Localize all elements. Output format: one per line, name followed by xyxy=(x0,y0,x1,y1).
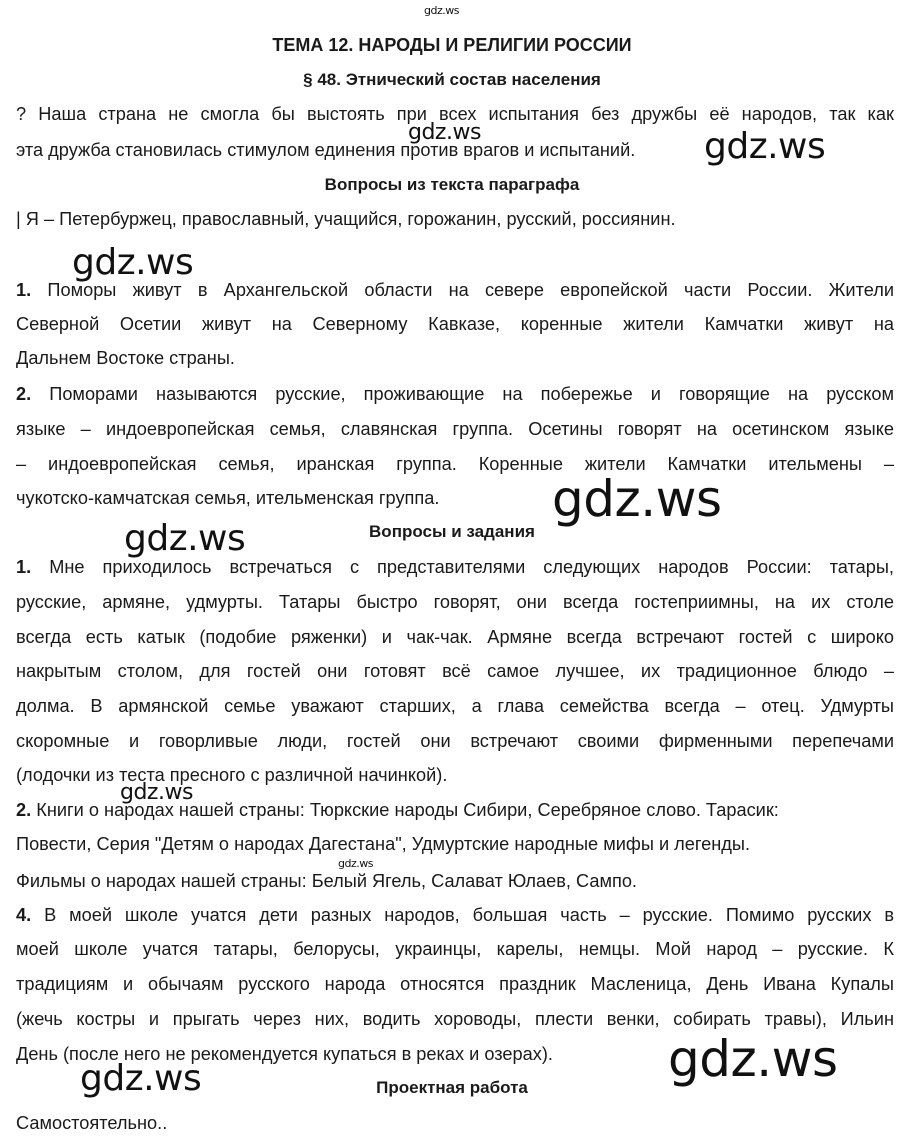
answer-number: 2. xyxy=(16,800,32,820)
watermark: gdz.ws xyxy=(424,4,459,17)
answer-line: всегда есть катык (подобие ряженки) и чак-чак. Армяне всегда встречают гостей с широко xyxy=(16,627,894,647)
answer-number: 2. xyxy=(16,384,32,404)
watermark: gdz.ws xyxy=(80,1058,202,1099)
section-heading-project: Проектная работа xyxy=(376,1078,528,1097)
watermark: gdz.ws xyxy=(72,242,194,283)
section-heading-text-questions: Вопросы из текста параграфа xyxy=(324,175,580,194)
answer-number: 4. xyxy=(16,905,32,925)
answer-number: 1. xyxy=(16,280,32,300)
answer-line: накрытым столом, для гостей они готовят всё самое лучшее, их традиционное блюдо – xyxy=(16,661,894,681)
answer-line: (лодочки из теста пресного с различной начинкой). xyxy=(16,765,448,785)
answer-line: (жечь костры и прыгать через них, водить хороводы, плести венки, собирать травы), Ильин xyxy=(16,1009,894,1029)
watermark: gdz.ws xyxy=(552,470,722,528)
project-text: Самостоятельно.. xyxy=(16,1113,168,1133)
topic-title: ТЕМА 12. НАРОДЫ И РЕЛИГИИ РОССИИ xyxy=(272,35,632,55)
answer-line: 2. Поморами называются русские, проживающие на побережье и говорящие на русском xyxy=(16,384,894,404)
answer-line: 4. В моей школе учатся дети разных народов, большая часть – русские. Помимо русских в xyxy=(16,905,894,925)
paragraph-title: § 48. Этнический состав населения xyxy=(303,70,601,89)
watermark: gdz.ws xyxy=(704,126,826,167)
watermark: gdz.ws xyxy=(408,120,481,145)
answer-line: Повести, Серия "Детям о народах Дагестана", Удмуртские народные мифы и легенды. xyxy=(16,834,751,854)
answer-line: Северной Осетии живут на Северному Кавказе, коренные жители Камчатки живут на xyxy=(16,314,894,334)
answer-line: чукотско-камчатская семья, ительменская группа. xyxy=(16,488,440,508)
answer-line: скоромные и говорливые люди, гостей они встречают своими фирменными перепечами xyxy=(16,731,894,751)
intro-line: ? Наша страна не смогла бы выстоять при всех испытания без дружбы её народов, так как xyxy=(16,104,894,124)
answer-number: 1. xyxy=(16,557,32,577)
watermark: gdz.ws xyxy=(120,780,193,805)
intro-line: эта дружба становилась стимулом единения против врагов и испытаний. xyxy=(16,140,636,160)
identity-line: | Я – Петербуржец, православный, учащийся, горожанин, русский, россиянин. xyxy=(16,209,676,229)
answer-line: 1. Поморы живут в Архангельской области на севере европейской части России. Жители xyxy=(16,280,894,300)
watermark: gdz.ws xyxy=(124,518,246,559)
answer-line: традициям и обычаям русского народа относятся праздник Масленица, День Ивана Купалы xyxy=(16,974,894,994)
answer-line: 1. Мне приходилось встречаться с представителями следующих народов России: татары, xyxy=(16,557,894,577)
section-heading-tasks: Вопросы и задания xyxy=(369,522,535,541)
answer-line: – индоевропейская семья, иранская группа. Коренные жители Камчатки ительмены – xyxy=(16,454,894,474)
answer-line: языке – индоевропейская семья, славянская группа. Осетины говорят на осетинском языке xyxy=(16,419,894,439)
answer-line: русские, армяне, удмурты. Татары быстро говорят, они всегда гостеприимны, на их столе xyxy=(16,592,894,612)
answer-line: долма. В армянской семье уважают старших, а глава семейства всегда – отец. Удмурты xyxy=(16,696,894,716)
answer-line: моей школе учатся татары, белорусы, украинцы, карелы, немцы. Мой народ – русские. К xyxy=(16,939,894,959)
answer-line: Фильмы о народах нашей страны: Белый Ягель, Салават Юлаев, Сампо. xyxy=(16,871,637,891)
answer-line: 2. Книги о народах нашей страны: Тюркские народы Сибири, Серебряное слово. Тарасик: xyxy=(16,800,779,820)
watermark: gdz.ws xyxy=(338,857,373,870)
answer-line: День (после него не рекомендуется купаться в реках и озерах). xyxy=(16,1044,553,1064)
answer-line: Дальнем Востоке страны. xyxy=(16,348,235,368)
watermark: gdz.ws xyxy=(668,1030,838,1088)
